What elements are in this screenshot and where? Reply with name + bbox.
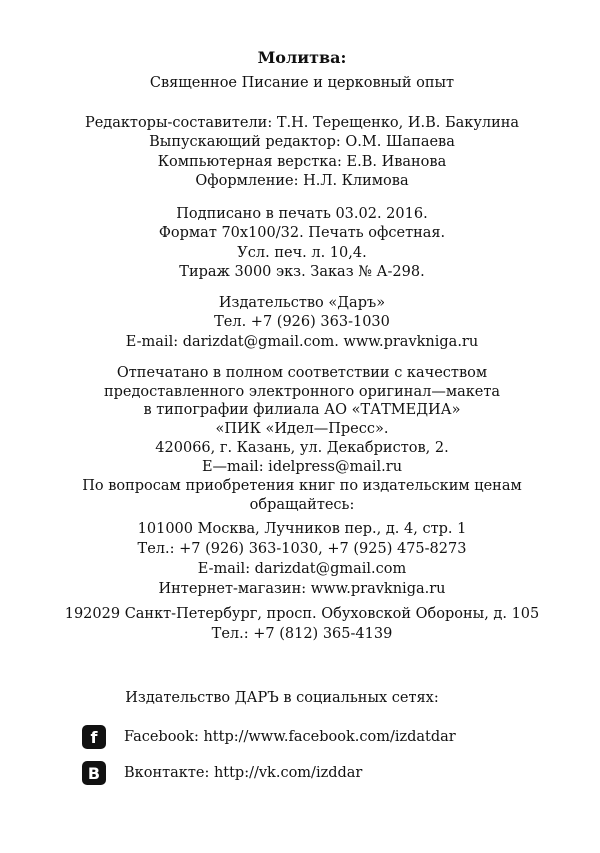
purchase-line: обращайтесь: [249,497,355,513]
moscow-line: Интернет-магазин: www.pravkniga.ru [158,581,446,597]
moscow-line: E-mail: darizdat@gmail.com [197,561,407,577]
facebook-text: Facebook: http://www.facebook.com/izdatdar [124,729,456,745]
publisher-line: Тел. +7 (926) 363-1030 [214,314,390,330]
credit-line: Выпускающий редактор: О.М. Шапаева [149,134,455,150]
print-info-line: Усл. печ. л. 10,4. [237,245,367,261]
book-title: Молитва: [257,48,347,67]
spb-line: 192029 Санкт-Петербург, просп. Обуховской Обороны, д. 105 [64,606,540,622]
social-heading: Издательство ДАРЪ в социальных сетях: [125,690,439,706]
printer-line: E—mail: idelpress@mail.ru [201,459,403,475]
publisher-line: E-mail: darizdat@gmail.com. www.pravkniga.ru [125,334,479,350]
vk-link[interactable] [82,761,362,785]
moscow-line: 101000 Москва, Лучников пер., д. 4, стр. 1 [137,521,467,537]
printer-line: предоставленного электронного оригинал—макета [103,384,501,400]
print-info-line: Подписано в печать 03.02. 2016. [176,206,428,222]
printer-line: в типографии филиала АО «ТАТМЕДИА» [143,402,461,418]
book-subtitle: Священное Писание и церковный опыт [149,75,455,91]
printer-line: «ПИК «Идел—Пресс». [215,421,389,437]
publisher-line: Издательство «Даръ» [218,295,386,311]
vk-text: Вконтакте: http://vk.com/izddar [124,765,363,781]
credit-line: Редакторы-составители: Т.Н. Терещенко, И.В. Бакулина [84,115,520,131]
vk-icon: B [82,761,106,785]
facebook-icon: f [82,725,106,749]
facebook-link[interactable] [82,725,456,749]
purchase-line: По вопросам приобретения книг по издательским ценам [82,478,522,494]
credit-line: Компьютерная верстка: Е.В. Иванова [157,154,447,170]
credit-line: Оформление: Н.Л. Климова [195,173,409,189]
moscow-line: Тел.: +7 (926) 363-1030, +7 (925) 475-8273 [137,541,467,557]
printer-line: Отпечатано в полном соответствии с качеством [116,365,488,381]
printer-line: 420066, г. Казань, ул. Декабристов, 2. [155,440,449,456]
print-info-line: Тираж 3000 экз. Заказ № А-298. [179,264,425,280]
print-info-line: Формат 70x100/32. Печать офсетная. [158,225,446,241]
spb-line: Тел.: +7 (812) 365-4139 [211,626,393,642]
